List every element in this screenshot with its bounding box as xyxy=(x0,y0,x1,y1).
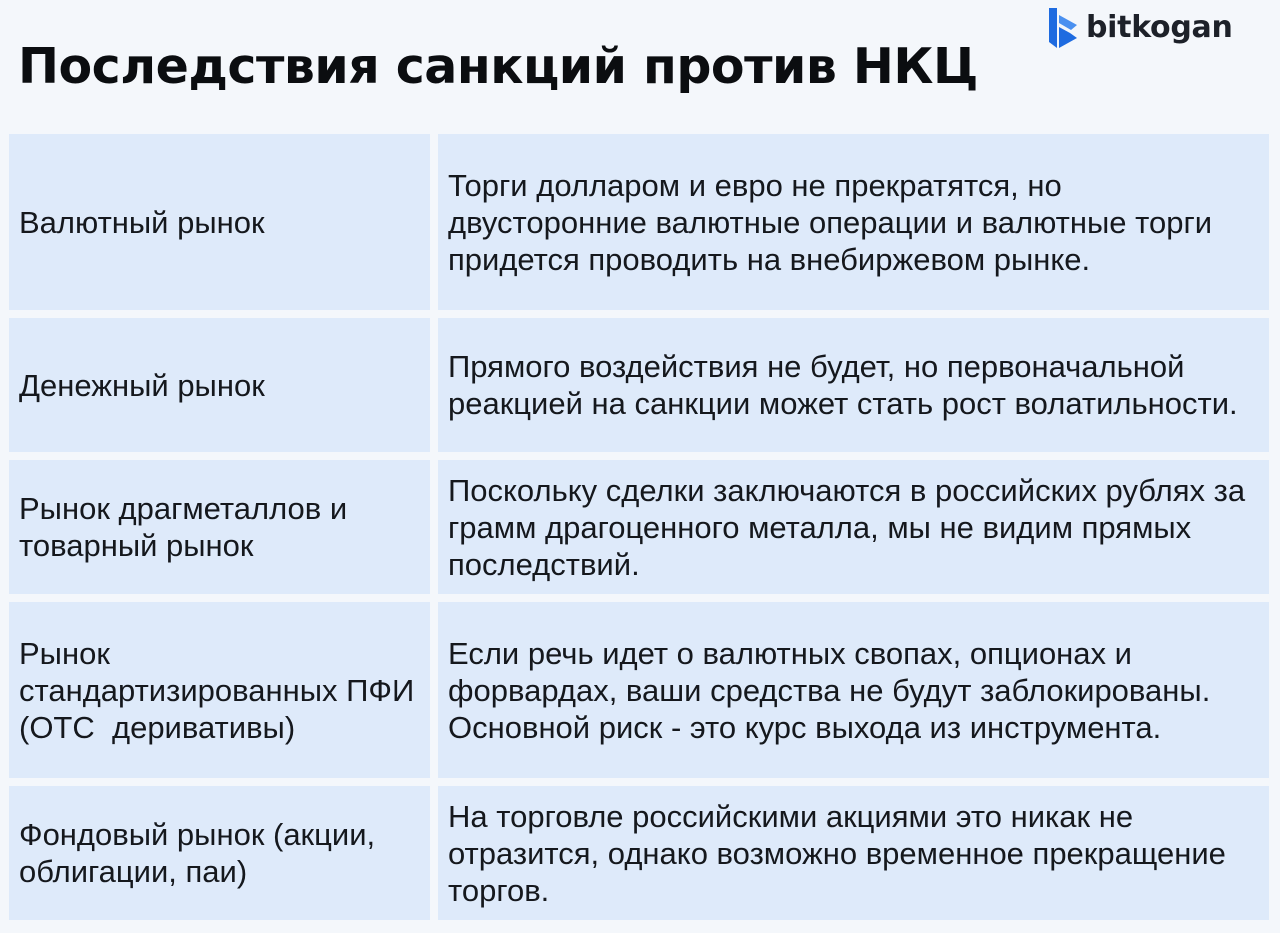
brand-logo xyxy=(1046,7,1233,49)
bitkogan-logo-icon xyxy=(1046,7,1080,49)
effect-cell xyxy=(438,460,1269,594)
market-name: Денежный рынок xyxy=(19,367,265,403)
market-name: Валютный рынок xyxy=(19,204,265,240)
market-name: Рынок драгметаллов и товарный рынок xyxy=(19,491,348,563)
effect-cell xyxy=(438,318,1269,452)
effect-text: Торги долларом и евро не прекратятся, но двусторонние валютные операции и валютные торги придется проводить на внебиржевом рынке. xyxy=(448,167,1213,277)
market-cell xyxy=(9,134,430,310)
table-row xyxy=(9,134,1269,310)
effect-text: Поскольку сделки заключаются в российских рублях за грамм драгоценного металла, мы не видим прямых последствий. xyxy=(448,472,1246,582)
market-cell xyxy=(9,602,430,778)
market-cell xyxy=(9,786,430,920)
table-row xyxy=(9,786,1269,920)
sanctions-table xyxy=(9,134,1269,920)
market-name: Рынок стандартизированных ПФИ (ОТС деривативы) xyxy=(19,635,423,745)
table-row xyxy=(9,318,1269,452)
effect-text: Прямого воздействия не будет, но первоначальной реакцией на санкции может стать рост волатильности. xyxy=(448,349,1238,421)
page-title: Последствия санкций против НКЦ xyxy=(18,38,978,95)
market-name: Фондовый рынок (акции, облигации, паи) xyxy=(19,817,376,889)
effect-text: Если речь идет о валютных свопах, опционах и форвардах, ваши средства не будут заблокированы. Основной риск - это курс выхода из инструмента. xyxy=(448,635,1211,745)
market-cell xyxy=(9,318,430,452)
table-row xyxy=(9,460,1269,594)
brand-name: bitkogan xyxy=(1086,10,1233,45)
effect-cell xyxy=(438,602,1269,778)
table-row xyxy=(9,602,1269,778)
effect-text: На торговле российскими акциями это никак не отразится, однако возможно временное прекращение торгов. xyxy=(448,798,1226,908)
effect-cell xyxy=(438,786,1269,920)
effect-cell xyxy=(438,134,1269,310)
market-cell xyxy=(9,460,430,594)
